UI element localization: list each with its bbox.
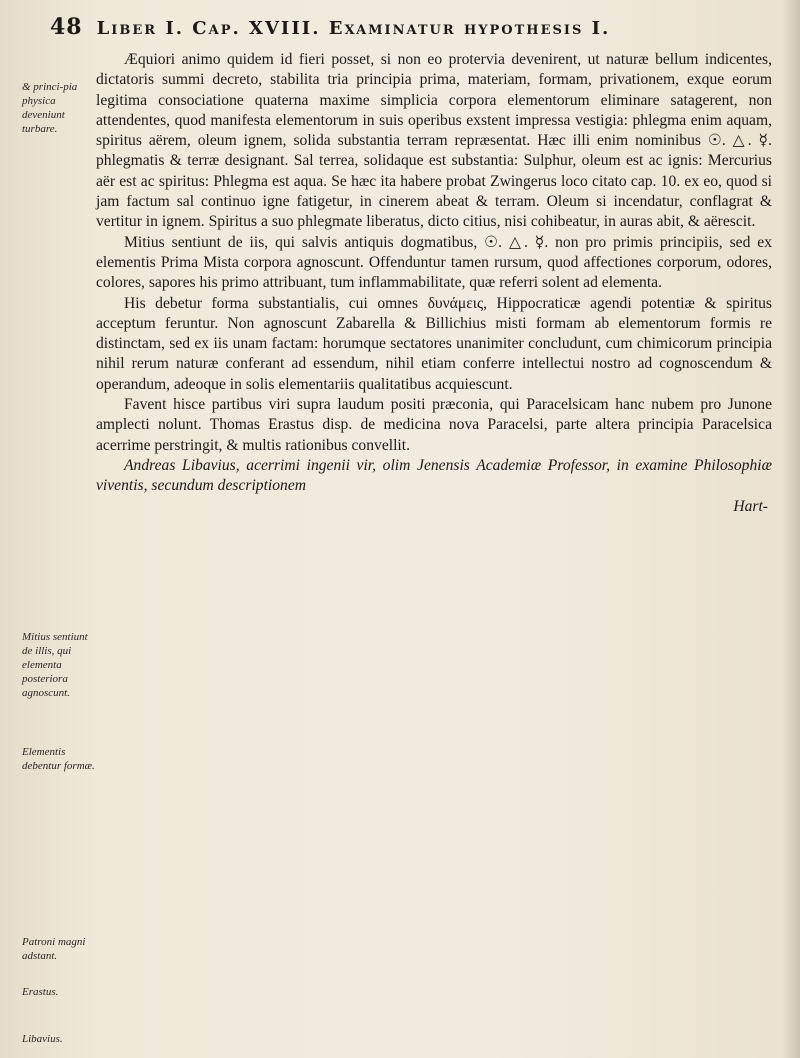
margin-note-erastus: Erastus. <box>22 986 59 998</box>
margin-note-mitius: Mitius sentiunt de illis, qui elementa posteriora agnoscunt. <box>22 631 88 699</box>
paragraph-1: Æquiori animo quidem id fieri posset, si non eo protervia devenirent, ut naturæ bellum indicentes, dictatoris summi decreto, stabilita tria principia prima, materiam, formam, privationem, exque eorum legitima consociatione quaterna maxime simplicia corpora elementorum eliminare satagerent, non attendentes, quod manifesta elementorum in suis operibus exstent impressa vestigia: phlegma enim aquam, spiritus aërem, oleum ignem, solida substantia terram repræsentat. Hæc illi enim nominibus ☉. △. ☿. phlegmatis & terræ designant. Sal terrea, solidaque est substantia: Sulphur, oleum est ac ignis: Mercurius aër est ac spiritus: Phlegma est aqua. Se hæc ita habere probat Zwingerus loco citato cap. 10. ex eo, quod si jam factum sal continuo igne fatigetur, in cinerem abeat & terram. Oleum si incendatur, conflagrat & vertitur in ignem. Spiritus a suo phlegmate liberatus, dicto citius, nisi cohibeatur, in auras abit, & aërescit. <box>96 51 772 231</box>
running-head: Liber I. Cap. XVIII. Examinatur hypothesis I. <box>96 18 611 39</box>
paragraph-3: His debetur forma substantialis, cui omnes δυνάμεις, Hippocraticæ agendi potentiæ & spiritus acceptum feruntur. Non agnoscunt Zabarella & Billichius misti formam ab elementorum formis re distinctam, sed ex iis unam factam: horumque sectatores unanimiter concludunt, cum chimicorum principia nihil rerum naturæ conferant ad essendum, nihil etiam conferre intellectui nostro ad cognoscendum & operandum, adeoque in solis elementariis qualitatibus acquiescunt. <box>96 294 772 393</box>
paragraph-4: Favent hisce partibus viri supra laudum positi præconia, qui Paracelsicam hanc nubem pro Junone amplecti nolunt. Thomas Erastus disp. de medicina nova Paracelsi, parte altera principia Paracelsica acerrime perstringit, & multis rationibus convellit. <box>96 396 772 454</box>
margin-note-elementis: Elementis debentur formæ. <box>22 746 95 772</box>
catchword: Hart- <box>733 497 768 515</box>
paragraph-5: Andreas Libavius, acerrimi ingenii vir, olim Jenensis Academiæ Professor, in examine Philosophiæ viventis, secundum descriptionem <box>96 456 772 495</box>
page-header <box>50 14 770 48</box>
main-text <box>96 50 772 517</box>
margin-note-principia: & princi-pia physica deveniunt turbare. <box>22 81 78 135</box>
paragraph-2: Mitius sentiunt de iis, qui salvis antiquis dogmatibus, ☉. △. ☿. non pro primis principiis, sed ex elementis Prima Mista corpora agnoscunt. Offenduntur tamen rursum, quod affectiones corporum, odores, colores, sapores his primo attribuant, tum inflammabilitate, quæ referri solent ad elementa. <box>96 233 772 292</box>
margin-note-patroni: Patroni magni adstant. <box>22 936 86 962</box>
page-gutter-shadow <box>782 0 800 1058</box>
page-number: 48 <box>50 14 83 40</box>
margin-note-libavius: Libavius. <box>22 1033 63 1045</box>
